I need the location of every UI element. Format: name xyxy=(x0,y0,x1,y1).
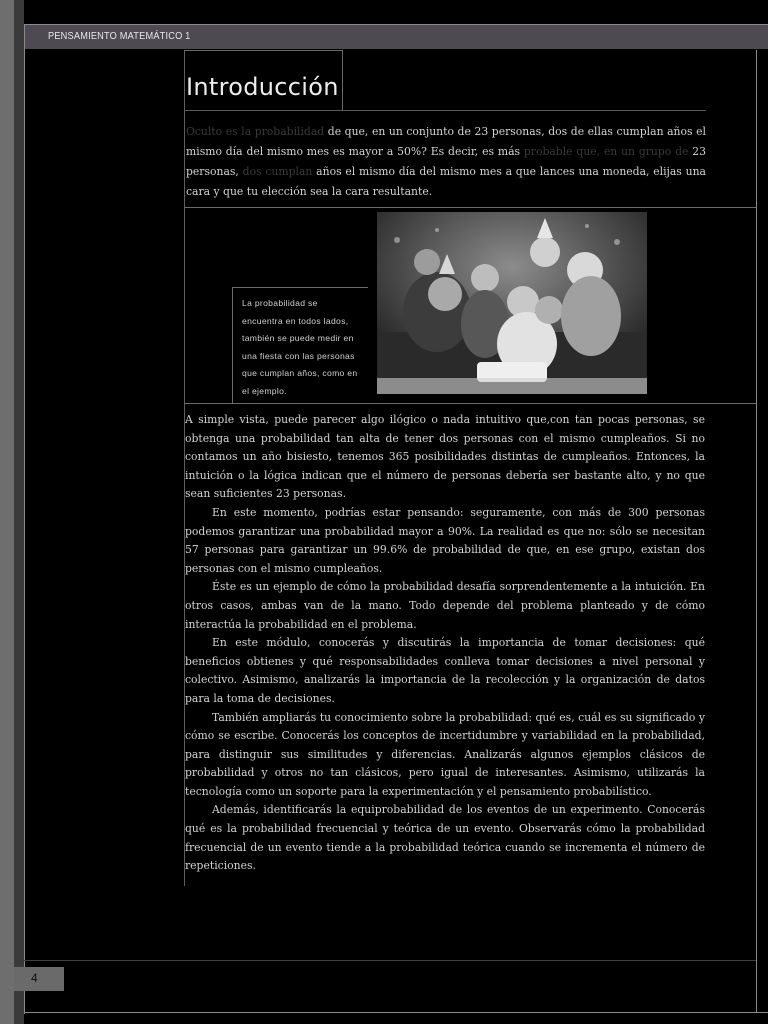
running-header-title: PENSAMIENTO MATEMÁTICO 1 xyxy=(48,30,191,42)
body-paragraph: También ampliarás tu conocimiento sobre la probabilidad: qué es, cuál es su significado y cómo se escribe. Conocerás los conceptos de incertidumbre y variabilidad en la probabilidad, para distinguir sus similitudes y diferencias. Analizarás algunos ejemplos clásicos de probabilidad y otros no tan clásicos, pero igual de interesantes. Asimismo, utilizarás la tecnología como un soporte para la experimentación y el pensamiento probabilístico. xyxy=(185,710,705,798)
intro-box-bottom xyxy=(184,207,756,208)
intro-paragraph xyxy=(186,122,706,202)
intro-text-1: de que, en un conjunto de 23 personas, dos de ellas cumplan años el mismo día del mismo mes es mayor a 50%? Es decir, es más xyxy=(186,125,706,158)
page-edge-strip xyxy=(0,0,14,1024)
intro-highlight-mid: probable que, en un grupo de xyxy=(523,145,689,158)
title-box-right xyxy=(342,50,343,110)
body-text xyxy=(185,411,705,876)
body-paragraph: A simple vista, puede parecer algo ilógico o nada intuitivo que,con tan pocas personas, se obtenga una probabilidad tan alta de tener dos personas con el mismo cumpleaños. Si no contamos un año bisiesto, tenemos 365 posibilidades distintas de cumpleaños. Entonces, la intuición o la lógica indican que el número de personas debería ser bastante alto, y no que sean suficientes 23 personas. xyxy=(185,413,705,501)
intro-text-3: años el mismo día del mismo mes a que lances una moneda, elijas una cara y que tu elección sea la cara resultante. xyxy=(186,165,706,198)
footer-rule xyxy=(24,960,756,961)
intro-highlight-lead: Oculto es la probabilidad xyxy=(186,125,325,138)
intro-highlight-late: dos cumplan xyxy=(242,165,313,178)
outer-frame-bottom xyxy=(24,1012,768,1013)
caption-box-left xyxy=(232,287,233,403)
page-edge-shadow xyxy=(14,0,24,1024)
intro-text-2: 23 personas, xyxy=(186,145,706,178)
outer-frame-left xyxy=(24,24,25,1014)
body-paragraph: En este módulo, conocerás y discutirás la importancia de tomar decisiones: qué beneficios obtienes y qué responsabilidades conlleva tomar decisiones a nivel personal y colectivo. Asimismo, analizarás la importancia de la recolección y la organización de datos para la toma de decisiones. xyxy=(185,636,705,705)
caption-box-bottom xyxy=(184,403,756,404)
body-paragraph: Además, identificarás la equiprobabilidad de los eventos de un experimento. Conocerás qué es la probabilidad frecuencial y teórica de un evento. Observarás cómo la probabilidad frecuencial de un evento tiende a la probabilidad teórica cuando se incrementa el número de repeticiones. xyxy=(185,803,705,873)
outer-frame-top xyxy=(24,24,768,25)
page-number: 4 xyxy=(31,971,38,985)
title-underline xyxy=(184,110,706,111)
body-paragraph: En este momento, podrías estar pensando: seguramente, con más de 300 personas podemos garantizar una probabilidad mayor a 90%. La realidad es que no: sólo se necesitan 57 personas para garantizar un 99.6% de probabilidad de que, en ese grupo, existan dos personas con el mismo cumpleaños. xyxy=(185,505,705,575)
page-title: Introducción xyxy=(186,73,339,101)
page-number-tab xyxy=(14,967,64,991)
title-box-top xyxy=(184,50,342,51)
body-paragraph: Éste es un ejemplo de cómo la probabilidad desafía sorprendentemente a la intuición. En otros casos, ambas van de la mano. Todo depende del problema planteado y de cómo interactúa la probabilidad en el problema. xyxy=(185,580,705,631)
birthday-party-photo xyxy=(377,212,647,394)
outer-frame-right xyxy=(756,50,757,1012)
caption-box-top xyxy=(232,287,368,288)
photo-caption: La probabilidad se encuentra en todos lados, también se puede medir en una fiesta con las personas que cumplan años, como en el ejemplo. xyxy=(242,298,358,396)
